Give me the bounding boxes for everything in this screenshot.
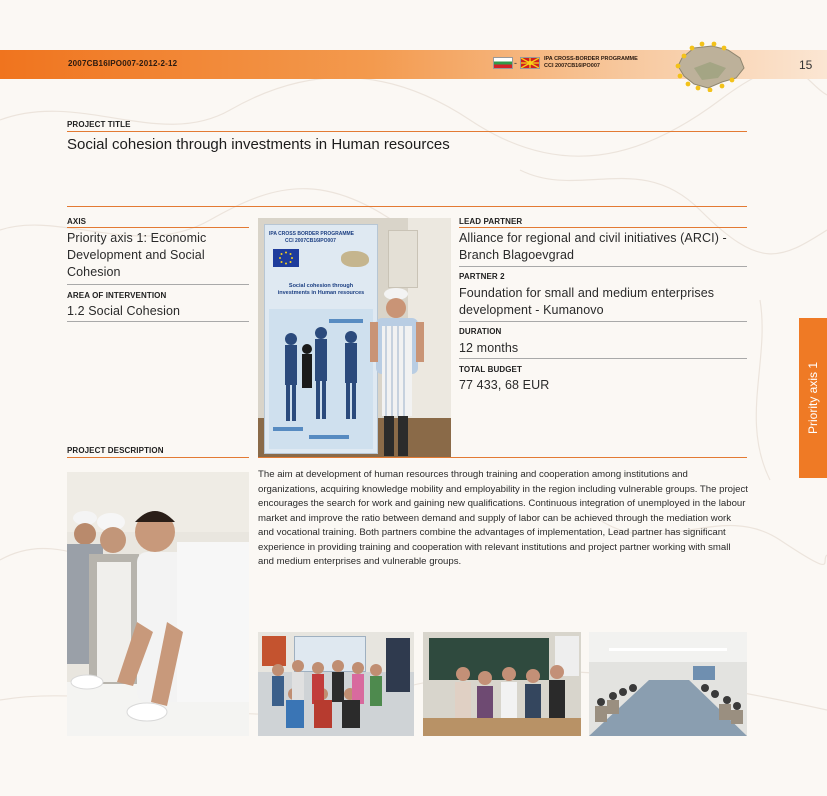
person-in-apron xyxy=(366,286,436,458)
priority-axis-tab xyxy=(799,318,827,478)
cooking-training-photo xyxy=(67,472,249,736)
area-divider xyxy=(67,321,249,322)
project-description-label: PROJECT DESCRIPTION xyxy=(67,446,164,455)
description-rule-right xyxy=(258,457,747,458)
page-number: 15 xyxy=(799,58,813,72)
project-title: Social cohesion through investments in Human resources xyxy=(67,136,450,153)
classroom-photo xyxy=(423,632,581,736)
area-value: 1.2 Social Cohesion xyxy=(67,304,181,318)
project-code: 2007CB16IPO007-2012-2-12 xyxy=(68,59,178,68)
group-photo-1 xyxy=(258,632,414,736)
banner-line3: Social cohesion through xyxy=(288,283,354,289)
axis-value: Priority axis 1: Economic Development and Social Cohesion xyxy=(67,231,207,279)
partner2-value: Foundation for small and medium enterprises development - Kumanovo xyxy=(459,286,715,317)
flag-separator: - xyxy=(514,58,517,68)
title-rule xyxy=(67,131,747,132)
banner-line1: IPA CROSS BORDER PROGRAMME xyxy=(269,231,355,237)
area-label: AREA OF INTERVENTION xyxy=(67,291,167,300)
programme-line1: IPA CROSS-BORDER PROGRAMME xyxy=(544,56,638,62)
project-description-text: The aim at development of human resources through training and cooperation among institutions and organizations, acquiring knowledge mobility and employability in the region including vulnerable groups. The project encourages the search for work and gaining new qualifications. Continuous integration of unemployed in the labour market and improve the ratio between demand and supply of labor can be achieved through the mediation work and vocational training. Both partners combine the advantages of implementation, Lead partner has significant experience in providing training and cooperation with relevant institutions and project partner working with small and medium enterprises and vulnerable groups. xyxy=(258,469,748,567)
description-rule xyxy=(67,457,249,458)
region-map-logo xyxy=(668,38,748,92)
axis-divider xyxy=(67,284,249,285)
budget-value: 77 433, 68 EUR xyxy=(459,378,550,392)
project-title-label: PROJECT TITLE xyxy=(67,120,131,129)
partner2-divider xyxy=(459,321,747,322)
section-rule xyxy=(67,206,747,207)
budget-label: TOTAL BUDGET xyxy=(459,365,522,374)
programme-line2: CCI 2007CB16IPO007 xyxy=(544,63,600,69)
duration-divider xyxy=(459,358,747,359)
axis-label: AXIS xyxy=(67,217,87,226)
eu-flag-icon xyxy=(273,249,299,267)
lead-partner-rule xyxy=(459,227,747,228)
duration-value: 12 months xyxy=(459,341,519,355)
bulgaria-flag-icon xyxy=(493,57,513,69)
partner2-label: PARTNER 2 xyxy=(459,272,505,281)
banner-photo xyxy=(258,218,451,458)
lead-partner-label: LEAD PARTNER xyxy=(459,217,523,226)
banner-map-icon xyxy=(341,251,369,267)
project-banner xyxy=(264,224,378,454)
lead-partner-divider xyxy=(459,266,747,267)
axis-rule xyxy=(67,227,249,228)
banner-illustration xyxy=(269,309,373,449)
banner-line2: CCI 2007CB16IPO007 xyxy=(285,238,336,244)
lead-partner-value: Alliance for regional and civil initiatives (ARCI) - Branch Blagoevgrad xyxy=(459,231,727,262)
banner-line4: investments in Human resources xyxy=(277,290,365,296)
programme-label xyxy=(544,56,638,70)
macedonia-flag-icon xyxy=(520,57,540,69)
conference-room-photo xyxy=(589,632,747,736)
priority-axis-tab-label: Priority axis 1 xyxy=(806,361,820,435)
duration-label: DURATION xyxy=(459,327,502,336)
